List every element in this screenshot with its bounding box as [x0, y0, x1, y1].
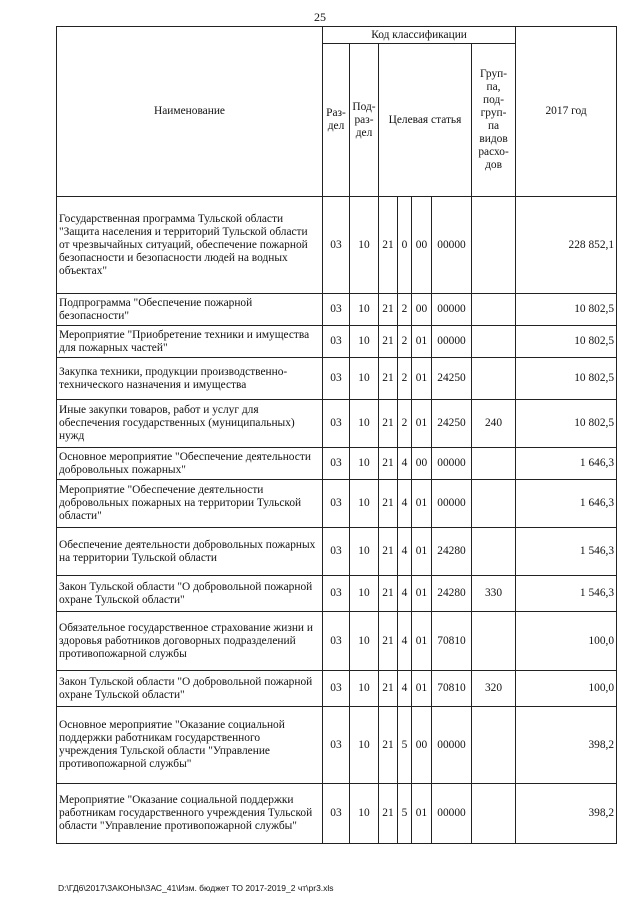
- cell-t1: 21: [379, 400, 398, 448]
- cell-razdel: 03: [323, 612, 350, 671]
- cell-t4: 00000: [432, 707, 472, 784]
- table-row: [57, 400, 617, 448]
- cell-podrazdel: 10: [350, 294, 379, 326]
- cell-amount: 1 546,3: [516, 576, 617, 612]
- footer-file-path: D:\ГД6\2017\ЗАКОНЫ\ЗАС_41\Изм. бюджет ТО 2017-2019_2 чт\pr3.xls: [58, 883, 334, 893]
- cell-razdel: 03: [323, 294, 350, 326]
- cell-podrazdel: 10: [350, 448, 379, 480]
- table-row: [57, 448, 617, 480]
- cell-amount: 1 546,3: [516, 528, 617, 576]
- cell-group: [472, 784, 516, 844]
- cell-group: 320: [472, 671, 516, 707]
- cell-amount: 398,2: [516, 784, 617, 844]
- header-razdel: Раз- дел: [323, 44, 350, 197]
- table-row: [57, 480, 617, 528]
- cell-t3: 01: [412, 358, 432, 400]
- cell-name: Мероприятие "Оказание социальной поддержки работникам государственного учреждения Тульской области "Управление противопожарной службы": [57, 784, 323, 844]
- cell-t1: 21: [379, 612, 398, 671]
- cell-group: [472, 197, 516, 294]
- cell-podrazdel: 10: [350, 784, 379, 844]
- cell-t3: 01: [412, 326, 432, 358]
- cell-razdel: 03: [323, 480, 350, 528]
- cell-name: Мероприятие "Приобретение техники и имущества для пожарных частей": [57, 326, 323, 358]
- cell-t3: 01: [412, 576, 432, 612]
- cell-t3: 00: [412, 294, 432, 326]
- cell-t1: 21: [379, 197, 398, 294]
- cell-t1: 21: [379, 576, 398, 612]
- cell-t4: 24280: [432, 528, 472, 576]
- cell-amount: 10 802,5: [516, 358, 617, 400]
- cell-t1: 21: [379, 480, 398, 528]
- cell-group: [472, 358, 516, 400]
- cell-t2: 2: [398, 400, 412, 448]
- cell-name: Обеспечение деятельности добровольных пожарных на территории Тульской области: [57, 528, 323, 576]
- cell-razdel: 03: [323, 358, 350, 400]
- cell-t2: 4: [398, 528, 412, 576]
- cell-name: Подпрограмма "Обеспечение пожарной безопасности": [57, 294, 323, 326]
- cell-group: 240: [472, 400, 516, 448]
- cell-podrazdel: 10: [350, 197, 379, 294]
- cell-t4: 00000: [432, 294, 472, 326]
- cell-t3: 01: [412, 528, 432, 576]
- cell-amount: 100,0: [516, 671, 617, 707]
- cell-t2: 2: [398, 294, 412, 326]
- table-row: [57, 671, 617, 707]
- cell-t1: 21: [379, 358, 398, 400]
- table-row: [57, 358, 617, 400]
- cell-t3: 01: [412, 784, 432, 844]
- cell-amount: 100,0: [516, 612, 617, 671]
- cell-podrazdel: 10: [350, 576, 379, 612]
- table-row: [57, 197, 617, 294]
- cell-t1: 21: [379, 448, 398, 480]
- table-row: [57, 528, 617, 576]
- cell-t4: 24280: [432, 576, 472, 612]
- cell-razdel: 03: [323, 576, 350, 612]
- cell-name: Закон Тульской области "О добровольной пожарной охране Тульской области": [57, 671, 323, 707]
- cell-t3: 01: [412, 480, 432, 528]
- cell-razdel: 03: [323, 528, 350, 576]
- cell-name: Обязательное государственное страхование жизни и здоровья работников договорных подразделений противопожарной службы: [57, 612, 323, 671]
- cell-group: [472, 448, 516, 480]
- cell-t4: 00000: [432, 480, 472, 528]
- cell-t4: 24250: [432, 400, 472, 448]
- cell-amount: 10 802,5: [516, 294, 617, 326]
- cell-name: Основное мероприятие "Оказание социальной поддержки работникам государственного учреждения Тульской области "Управление противопожарной службы": [57, 707, 323, 784]
- cell-podrazdel: 10: [350, 707, 379, 784]
- cell-t4: 00000: [432, 448, 472, 480]
- cell-t2: 4: [398, 480, 412, 528]
- cell-amount: 10 802,5: [516, 326, 617, 358]
- cell-t2: 4: [398, 576, 412, 612]
- cell-name: Государственная программа Тульской области "Защита населения и территорий Тульской области от чрезвычайных ситуаций, обеспечение пожарной безопасности и безопасности людей на водных объектах": [57, 197, 323, 294]
- header-code: Код классификации: [323, 27, 516, 44]
- cell-razdel: 03: [323, 197, 350, 294]
- cell-t2: 0: [398, 197, 412, 294]
- cell-razdel: 03: [323, 671, 350, 707]
- cell-t1: 21: [379, 528, 398, 576]
- cell-group: [472, 528, 516, 576]
- cell-name: Иные закупки товаров, работ и услуг для обеспечения государственных (муниципальных) нужд: [57, 400, 323, 448]
- cell-podrazdel: 10: [350, 480, 379, 528]
- cell-podrazdel: 10: [350, 400, 379, 448]
- table-row: [57, 707, 617, 784]
- table-row: [57, 294, 617, 326]
- cell-t4: 24250: [432, 358, 472, 400]
- cell-t2: 2: [398, 358, 412, 400]
- cell-razdel: 03: [323, 707, 350, 784]
- table-row: [57, 576, 617, 612]
- cell-t3: 00: [412, 707, 432, 784]
- cell-t2: 4: [398, 612, 412, 671]
- budget-table: [56, 26, 617, 844]
- page-number: 25: [314, 10, 326, 24]
- cell-razdel: 03: [323, 326, 350, 358]
- cell-podrazdel: 10: [350, 528, 379, 576]
- cell-t2: 5: [398, 784, 412, 844]
- cell-t4: 00000: [432, 326, 472, 358]
- header-podrazdel: Под- раз- дел: [350, 44, 379, 197]
- cell-group: [472, 612, 516, 671]
- cell-t3: 01: [412, 671, 432, 707]
- cell-t2: 2: [398, 326, 412, 358]
- cell-t2: 5: [398, 707, 412, 784]
- cell-podrazdel: 10: [350, 671, 379, 707]
- cell-t4: 70810: [432, 612, 472, 671]
- cell-t1: 21: [379, 294, 398, 326]
- cell-group: [472, 326, 516, 358]
- cell-name: Закон Тульской области "О добровольной пожарной охране Тульской области": [57, 576, 323, 612]
- cell-name: Закупка техники, продукции производственно-технического назначения и имущества: [57, 358, 323, 400]
- header-name: Наименование: [57, 27, 323, 197]
- cell-t1: 21: [379, 326, 398, 358]
- cell-t4: 70810: [432, 671, 472, 707]
- cell-t3: 01: [412, 612, 432, 671]
- cell-group: [472, 707, 516, 784]
- cell-t1: 21: [379, 671, 398, 707]
- cell-amount: 228 852,1: [516, 197, 617, 294]
- cell-t4: 00000: [432, 784, 472, 844]
- cell-group: [472, 294, 516, 326]
- cell-amount: 1 646,3: [516, 480, 617, 528]
- cell-razdel: 03: [323, 784, 350, 844]
- cell-amount: 398,2: [516, 707, 617, 784]
- cell-t4: 00000: [432, 197, 472, 294]
- table-row: [57, 784, 617, 844]
- cell-group: 330: [472, 576, 516, 612]
- cell-podrazdel: 10: [350, 358, 379, 400]
- cell-podrazdel: 10: [350, 612, 379, 671]
- header-group: Груп- па, под- груп- па видов расхо- дов: [472, 44, 516, 197]
- header-year: 2017 год: [516, 27, 617, 197]
- cell-podrazdel: 10: [350, 326, 379, 358]
- cell-t2: 4: [398, 448, 412, 480]
- cell-razdel: 03: [323, 448, 350, 480]
- header-target: Целевая статья: [379, 44, 472, 197]
- cell-t1: 21: [379, 784, 398, 844]
- table-row: [57, 612, 617, 671]
- cell-t3: 00: [412, 448, 432, 480]
- cell-amount: 1 646,3: [516, 448, 617, 480]
- cell-t3: 01: [412, 400, 432, 448]
- cell-name: Основное мероприятие "Обеспечение деятельности добровольных пожарных": [57, 448, 323, 480]
- cell-razdel: 03: [323, 400, 350, 448]
- cell-name: Мероприятие "Обеспечение деятельности добровольных пожарных на территории Тульской области": [57, 480, 323, 528]
- cell-amount: 10 802,5: [516, 400, 617, 448]
- cell-t3: 00: [412, 197, 432, 294]
- cell-group: [472, 480, 516, 528]
- table-row: [57, 326, 617, 358]
- cell-t1: 21: [379, 707, 398, 784]
- cell-t2: 4: [398, 671, 412, 707]
